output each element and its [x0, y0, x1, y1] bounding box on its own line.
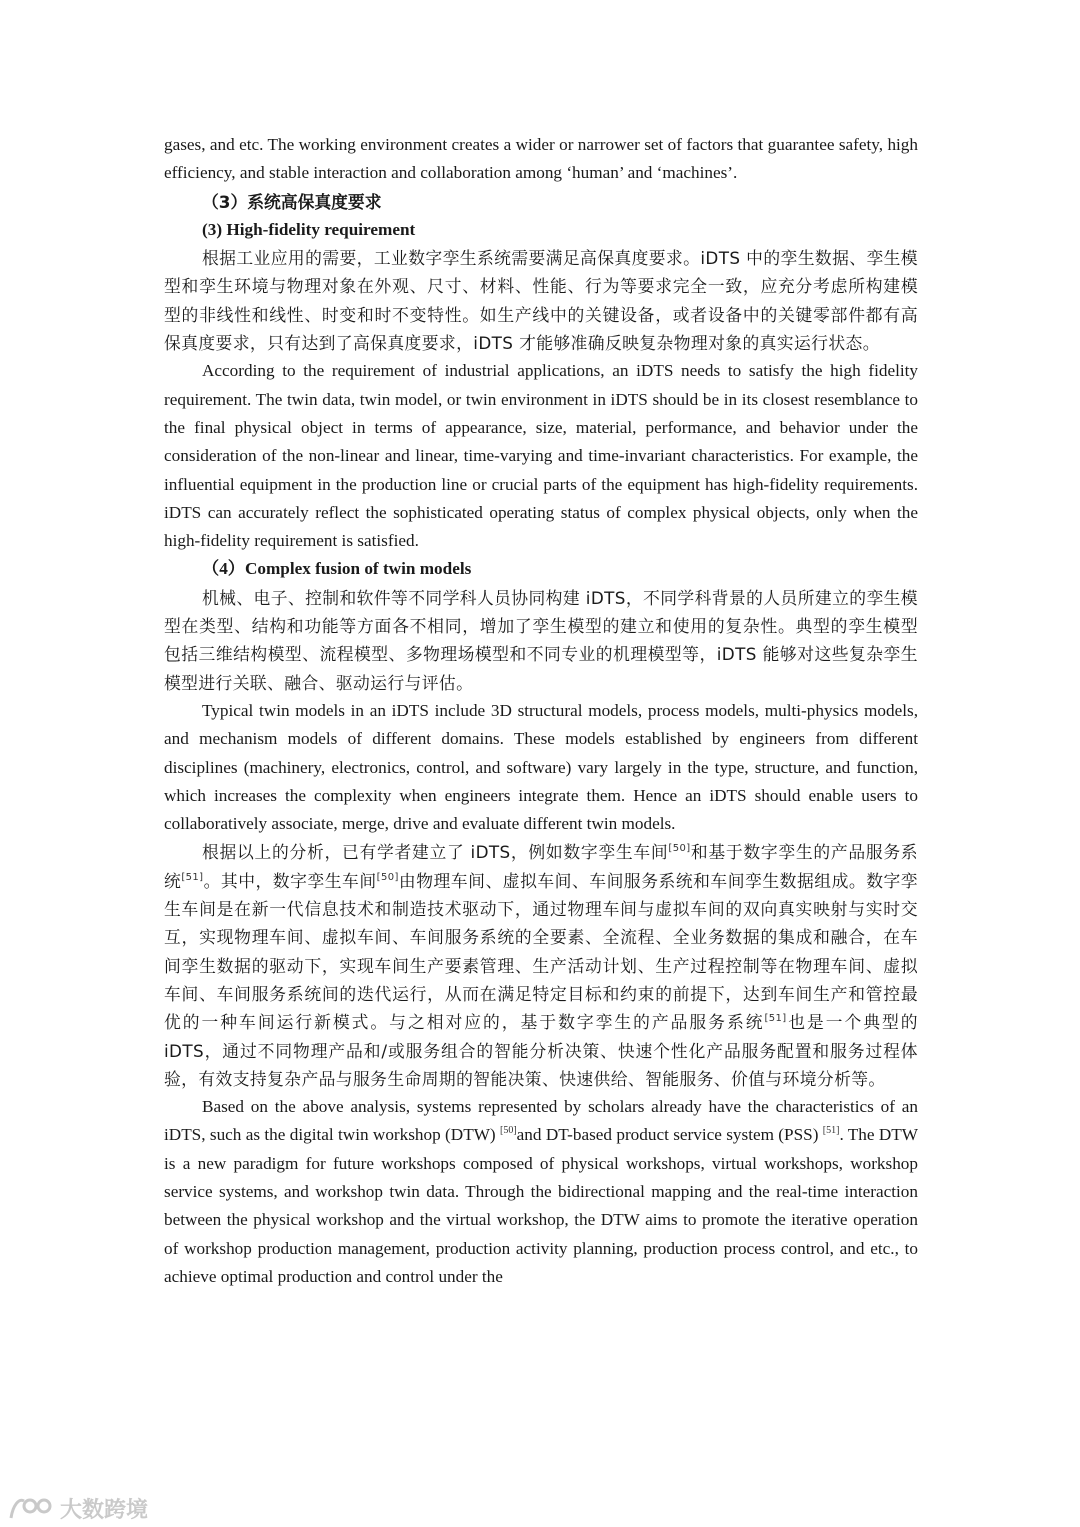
text-segment: 根据以上的分析，已有学者建立了 iDTS，例如数字孪生车间 — [202, 842, 669, 863]
citation-50[interactable]: [50] — [668, 843, 691, 855]
paragraph-analysis-en — [164, 1093, 918, 1291]
document-body — [164, 131, 918, 1291]
text-segment: 也是一个典型的 iDTS，通过不同物理产品和/或服务组合的智能分析决策、快速个性化产品服务配置和服务过程体验，有效支持复杂产品与服务生命周期的智能决策、快速供给、智能服务、价值与环境分析等。 — [164, 1012, 918, 1089]
text-segment: 。其中，数字孪生车间 — [203, 870, 377, 891]
brand-logo-icon — [8, 1493, 54, 1523]
watermark — [8, 1490, 148, 1526]
text-segment: 由物理车间、虚拟车间、车间服务系统和车间孪生数据组成。数字孪生车间是在新一代信息技术和制造技术驱动下，通过物理车间与虚拟车间的双向真实映射与实时交互，实现物理车间、虚拟车间、车间服务系统的全要素、全流程、全业务数据的集成和融合，在车间孪生数据的驱动下，实现车间生产要素管理、生产活动计划、生产过程控制等在物理车间、虚拟车间、车间服务系统间的迭代运行，从而在满足特定目标和约束的前提下，达到车间生产和管控最优的一种车间运行新模式。与之相对应的，基于数字孪生的产品服务系统 — [164, 870, 918, 1033]
citation-50[interactable]: [50] — [376, 871, 399, 883]
text-segment: Based on the above analysis, systems represented by scholars already have the characteristics of an iDTS, such as the digital twin workshop (DTW) — [164, 1097, 918, 1145]
heading-3-zh: （3）系统高保真度要求 — [202, 191, 382, 212]
paragraph-fusion-en: Typical twin models in an iDTS include 3D structural models, process models, multi-physics models, and mechanism models of different domains. These models established by engineers from different disciplines (machinery, electronics, control, and software) vary largely in the type, structure, and function, which increases the complexity when engineers integrate them. Hence an iDTS should enable users to collaboratively associate, merge, drive and evaluate different twin models. — [164, 700, 918, 834]
paragraph-continuation: gases, and etc. The working environment creates a wider or narrower set of factors that guarantee safety, high efficiency, and stable interaction and collaboration among ‘human’ and ‘machines’. — [164, 135, 918, 183]
paragraph-fidelity-zh: 根据工业应用的需要，工业数字孪生系统需要满足高保真度要求。iDTS 中的孪生数据、孪生模型和孪生环境与物理对象在外观、尺寸、材料、性能、行为等要求完全一致，应充分考虑所构建模型的非线性和线性、时变和时不变特性。如生产线中的关键设备，或者设备中的关键零部件都有高保真度要求，只有达到了高保真度要求，iDTS 才能够准确反映复杂物理对象的真实运行状态。 — [164, 248, 918, 354]
text-segment: 和基于数字孪生的产品服务系统 — [164, 842, 918, 891]
heading-3-en: (3) High-fidelity requirement — [202, 219, 416, 239]
citation-51[interactable]: [51] — [822, 1125, 840, 1137]
citation-50[interactable]: [50] — [499, 1125, 517, 1137]
text-segment: and DT-based product service system (PSS) — [516, 1125, 823, 1145]
heading-4: （4）Complex fusion of twin models — [202, 559, 472, 579]
paragraph-analysis-zh — [164, 838, 918, 1093]
watermark-text: 大数跨境 — [60, 1497, 149, 1523]
paragraph-fusion-zh: 机械、电子、控制和软件等不同学科人员协同构建 iDTS，不同学科背景的人员所建立的孪生模型在类型、结构和功能等方面各不相同，增加了孪生模型的建立和使用的复杂性。典型的孪生模型包括三维结构模型、流程模型、多物理场模型和不同专业的机理模型等，iDTS 能够对这些复杂孪生模型进行关联、融合、驱动运行与评估。 — [164, 587, 918, 693]
citation-51[interactable]: [51] — [764, 1013, 787, 1025]
paragraph-fidelity-en: According to the requirement of industrial applications, an iDTS needs to satisfy the high fidelity requirement. The twin data, twin model, or twin environment in iDTS should be in its closest resemblance to the final physical object in terms of appearance, size, material, performance, and behavior under the consideration of the non-linear and linear, time-varying and time-invariant characteristics. For example, the influential equipment in the production line or crucial parts of the equipment has high-fidelity requirements. iDTS can accurately reflect the sophisticated operating status of complex physical objects, only when the high-fidelity requirement is satisfied. — [164, 361, 918, 551]
text-segment: . The DTW is a new paradigm for future workshops composed of physical workshops, virtual workshops, workshop service systems, and workshop twin data. Through the bidirectional mapping and the real-time interaction between the physical workshop and the virtual workshop, the DTW aims to promote the iterative operation of workshop production management, production activity planning, production process control, and etc., to achieve optimal production and control under the — [164, 1125, 918, 1286]
citation-51[interactable]: [51] — [181, 871, 204, 883]
